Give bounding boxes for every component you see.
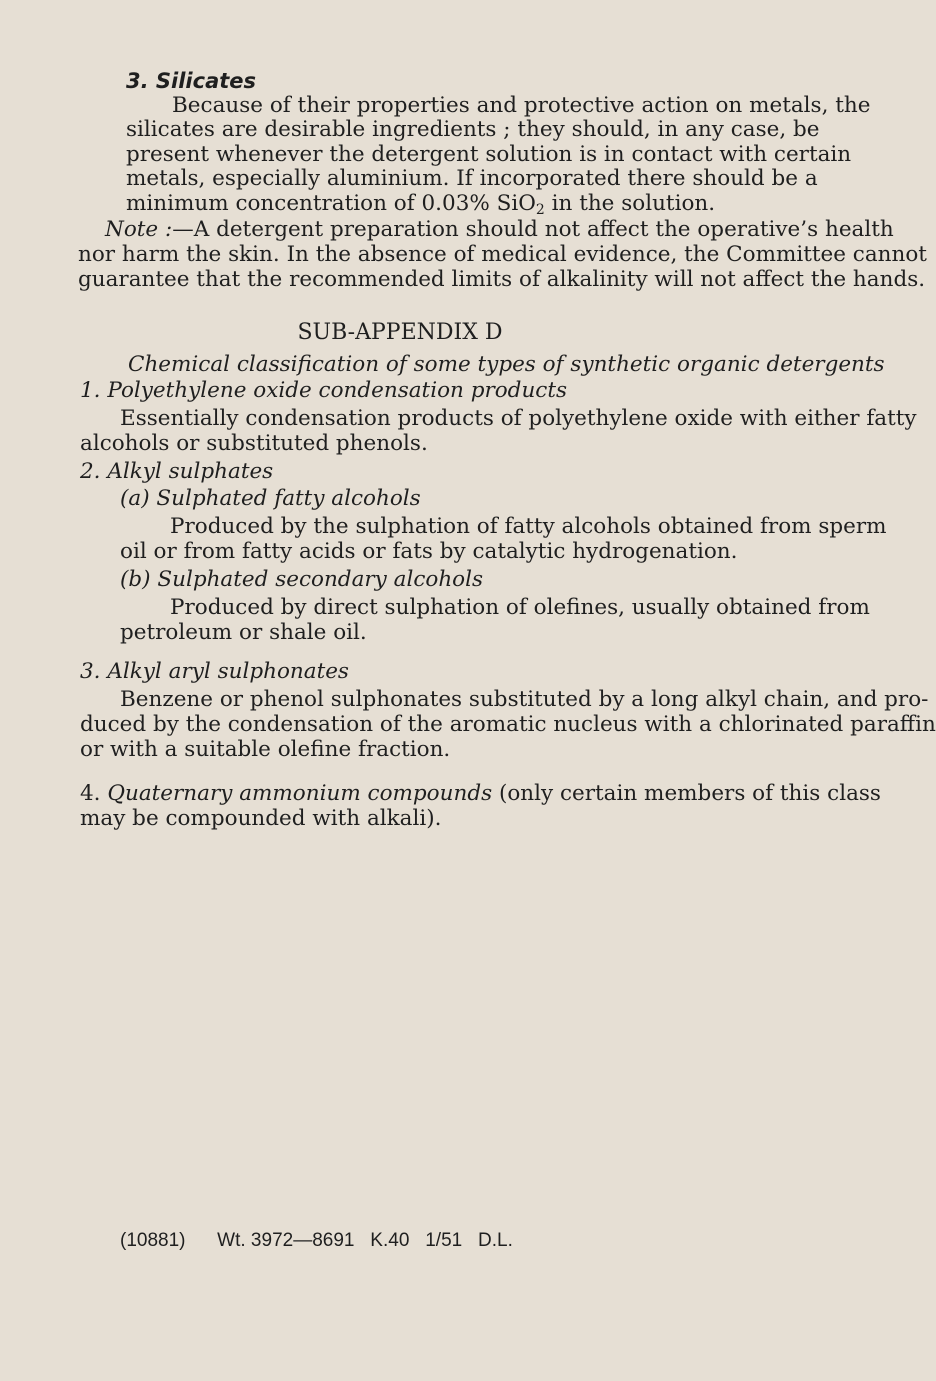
item-2b-line-2: petroleum or shale oil. — [120, 620, 367, 645]
item-4-line-1-text: (only certain members of this class — [492, 781, 881, 806]
note-line-2: nor harm the skin. In the absence of medical evidence, the Committee cannot — [78, 242, 927, 267]
appendix-subtitle: Chemical classification of some types of synthetic organic detergents — [128, 352, 885, 377]
note-line-1 — [105, 217, 894, 243]
note-line-3: guarantee that the recommended limits of alkalinity will not affect the hands. — [78, 267, 926, 292]
silicates-line-3: present whenever the detergent solution is in contact with certain — [126, 142, 852, 167]
item-3-line-2: duced by the condensation of the aromatic nucleus with a chlorinated paraffin — [80, 712, 936, 737]
item-2b-line-1: Produced by direct sulphation of olefines, usually obtained from — [170, 595, 870, 620]
item-2a-line-2: oil or from fatty acids or fats by catalytic hydrogenation. — [120, 539, 738, 564]
item-2-heading: 2. Alkyl sulphates — [80, 459, 274, 484]
silicates-line-2: silicates are desirable ingredients ; they should, in any case, be — [126, 117, 820, 142]
item-1-heading: 1. Polyethylene oxide condensation products — [80, 378, 568, 403]
silicates-line-1: Because of their properties and protective action on metals, the — [172, 93, 871, 118]
appendix-title: SUB-APPENDIX D — [297, 320, 503, 345]
silicates-line-5-end: in the solution. — [544, 191, 716, 216]
item-2b-heading: (b) Sulphated secondary alcohols — [120, 567, 484, 592]
item-1-line-1: Essentially condensation products of polyethylene oxide with either fatty — [120, 406, 917, 431]
silicates-heading: 3. Silicates — [126, 69, 257, 93]
item-4-number: 4. — [80, 781, 108, 806]
item-1-line-2: alcohols or substituted phenols. — [80, 431, 428, 456]
item-3-line-1: Benzene or phenol sulphonates substituted by a long alkyl chain, and pro- — [120, 687, 929, 712]
silicates-line-5-text: minimum concentration of 0.03% SiO — [126, 191, 536, 216]
silicates-subscript: 2 — [535, 202, 545, 218]
note-line-1-text: —A detergent preparation should not affect the operative’s health — [172, 217, 894, 242]
printer-imprint: (10881) Wt. 3972—8691 K.40 1/51 D.L. — [120, 1230, 513, 1251]
item-3-line-3: or with a suitable olefine fraction. — [80, 737, 451, 762]
note-label: Note : — [105, 217, 173, 242]
item-4-line-2: may be compounded with alkali). — [80, 806, 442, 831]
silicates-line-4: metals, especially aluminium. If incorporated there should be a — [126, 166, 818, 191]
item-4-line-1 — [80, 781, 881, 807]
item-2a-line-1: Produced by the sulphation of fatty alcohols obtained from sperm — [170, 514, 887, 539]
item-3-heading: 3. Alkyl aryl sulphonates — [80, 659, 349, 684]
item-4-heading: Quaternary ammonium compounds — [107, 781, 493, 806]
item-2a-heading: (a) Sulphated fatty alcohols — [120, 486, 421, 511]
